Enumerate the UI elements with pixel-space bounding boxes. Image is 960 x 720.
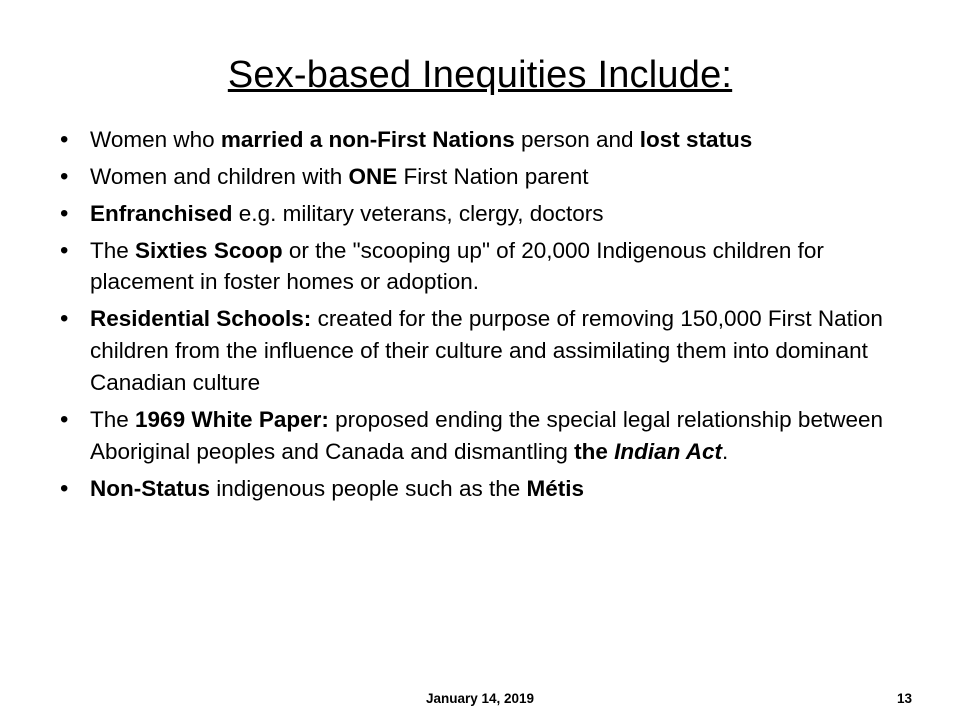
list-item-text: Women who — [90, 126, 221, 152]
list-item-text: Non-Status — [90, 476, 210, 502]
footer-date: January 14, 2019 — [425, 691, 535, 706]
list-item-text: the — [574, 439, 615, 465]
list-item — [50, 124, 902, 156]
list-item-text: Women and children with — [90, 163, 349, 189]
list-item-text: or the "scooping up" of 20,000 Indigenous children for placement in foster homes or adoption. — [90, 237, 824, 295]
list-item-text: Residential Schools: — [90, 306, 312, 332]
list-item-text: proposed ending the special legal relationship between Aboriginal peoples and Canada and dismantling — [90, 407, 883, 465]
list-item — [50, 303, 902, 399]
list-item-text: created for the purpose of removing 150,000 First Nation children from the influence of their culture and assimilating them into dominant Canadian culture — [90, 306, 883, 396]
list-item-text: Métis — [526, 476, 584, 502]
list-item — [50, 161, 902, 193]
list-item — [50, 473, 902, 505]
list-item-text: e.g. military veterans, clergy, doctors — [232, 200, 604, 226]
page-title: Sex-based Inequities Include: — [227, 54, 733, 96]
list-item-text: The — [90, 237, 136, 263]
page-number: 13 — [896, 691, 912, 706]
list-item-text: lost status — [639, 126, 753, 152]
list-item-text: . — [722, 439, 729, 465]
list-item-text: person and — [514, 126, 640, 152]
bullet-list — [0, 98, 960, 505]
list-item-text: ONE — [348, 163, 398, 189]
slide-footer — [0, 691, 960, 706]
list-item-text: indigenous people such as the — [210, 476, 527, 502]
list-item-text: Indian Act — [614, 439, 723, 465]
list-item-text: married a non-First Nations — [220, 126, 515, 152]
list-item — [50, 198, 902, 230]
list-item-text: The — [90, 407, 136, 433]
list-item-text: Sixties Scoop — [135, 237, 283, 263]
list-item — [50, 404, 902, 468]
list-item-text: Enfranchised — [90, 200, 233, 226]
list-item — [50, 235, 902, 299]
list-item-text: 1969 White Paper: — [135, 407, 329, 433]
list-item-text: First Nation parent — [397, 163, 589, 189]
